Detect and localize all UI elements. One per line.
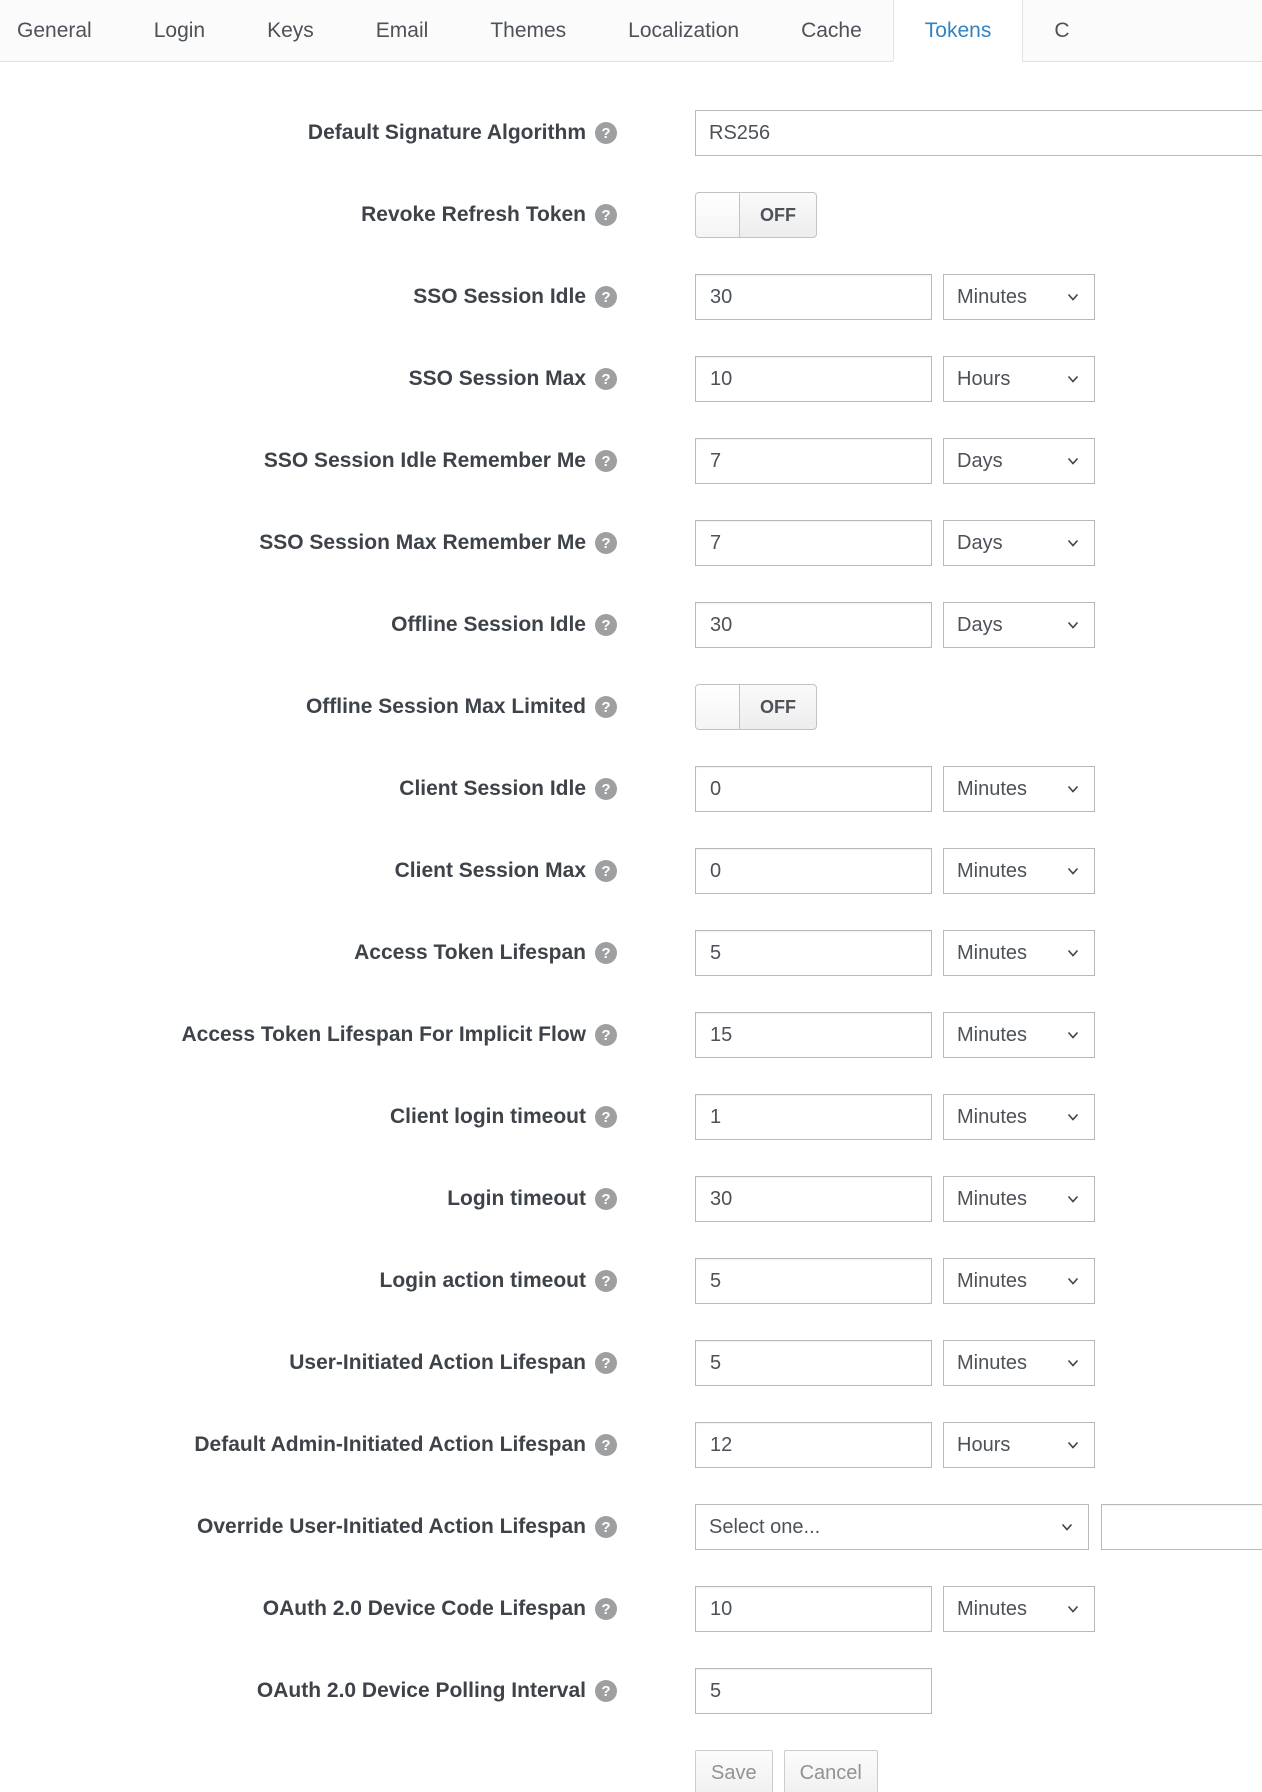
- chevron-down-icon: [1065, 863, 1081, 879]
- row-access-token-lifespan: [0, 930, 1262, 976]
- selected-unit-label: Hours: [957, 1433, 1011, 1456]
- settings-tab-bar: [0, 0, 1262, 62]
- user-initiated-action-lifespan-input[interactable]: [695, 1340, 932, 1386]
- field-label: User-Initiated Action Lifespan: [289, 1351, 586, 1375]
- row-sso-session-idle: [0, 274, 1262, 320]
- sso-session-idle-input[interactable]: [695, 274, 932, 320]
- field-label: Client Session Idle: [399, 777, 586, 801]
- chevron-down-icon: [1065, 945, 1081, 961]
- field-label: OAuth 2.0 Device Polling Interval: [256, 1679, 586, 1703]
- sso-session-max-remember-me-input[interactable]: [695, 520, 932, 566]
- help-icon[interactable]: ?: [595, 860, 617, 882]
- help-icon[interactable]: ?: [595, 368, 617, 390]
- field-label: SSO Session Max Remember Me: [259, 531, 586, 555]
- selected-unit-label: Days: [957, 449, 1003, 472]
- access-token-lifespan-implicit-flow-input[interactable]: [695, 1012, 932, 1058]
- row-offline-session-max-limited: [0, 684, 1262, 730]
- row-sso-session-max-remember-me: [0, 520, 1262, 566]
- row-access-token-lifespan-implicit-flow: [0, 1012, 1262, 1058]
- default-signature-algorithm-select[interactable]: [695, 110, 1262, 156]
- offline-session-idle-input[interactable]: [695, 602, 932, 648]
- help-icon[interactable]: ?: [595, 1270, 617, 1292]
- field-label: Override User-Initiated Action Lifespan: [197, 1515, 586, 1539]
- tokens-settings-form: [0, 62, 1262, 1792]
- selected-unit-label: Minutes: [957, 1597, 1028, 1620]
- row-client-session-idle: [0, 766, 1262, 812]
- tab-email[interactable]: Email: [375, 18, 429, 42]
- field-label: SSO Session Idle: [413, 285, 586, 309]
- help-icon[interactable]: ?: [595, 1434, 617, 1456]
- sso-session-idle-unit-select[interactable]: [943, 274, 1095, 320]
- tab-keys[interactable]: Keys: [267, 18, 314, 42]
- field-label: Offline Session Idle: [391, 613, 586, 637]
- login-timeout-input[interactable]: [695, 1176, 932, 1222]
- sso-session-idle-remember-me-unit-select[interactable]: [943, 438, 1095, 484]
- row-client-login-timeout: [0, 1094, 1262, 1140]
- tab-general[interactable]: General: [17, 18, 92, 42]
- toggle-state-label: OFF: [760, 696, 796, 717]
- field-label: SSO Session Max: [408, 367, 586, 391]
- chevron-down-icon: [1065, 1273, 1081, 1289]
- row-default-admin-initiated-action-lifespan: [0, 1422, 1262, 1468]
- offline-session-max-limited-toggle[interactable]: [695, 684, 817, 730]
- row-sso-session-max: [0, 356, 1262, 402]
- oauth-device-code-lifespan-input[interactable]: [695, 1586, 932, 1632]
- tab-themes[interactable]: Themes: [490, 18, 567, 42]
- row-login-timeout: [0, 1176, 1262, 1222]
- chevron-down-icon: [1065, 1109, 1081, 1125]
- tab-cache[interactable]: Cache: [801, 18, 862, 42]
- client-session-max-unit-select[interactable]: [943, 848, 1095, 894]
- field-label: Default Admin-Initiated Action Lifespan: [194, 1433, 586, 1457]
- help-icon[interactable]: ?: [595, 450, 617, 472]
- field-label: OAuth 2.0 Device Code Lifespan: [262, 1597, 586, 1621]
- help-icon[interactable]: ?: [595, 286, 617, 308]
- chevron-down-icon: [1065, 1027, 1081, 1043]
- toggle-handle: [696, 193, 740, 237]
- client-session-max-input[interactable]: [695, 848, 932, 894]
- selected-unit-label: Minutes: [957, 1269, 1028, 1292]
- client-session-idle-unit-select[interactable]: [943, 766, 1095, 812]
- row-client-session-max: [0, 848, 1262, 894]
- tab-cut-off[interactable]: C: [1054, 18, 1070, 42]
- help-icon[interactable]: ?: [595, 614, 617, 636]
- oauth-device-polling-interval-input[interactable]: [695, 1668, 932, 1714]
- override-user-initiated-action-lifespan-select[interactable]: [695, 1504, 1089, 1550]
- row-user-initiated-action-lifespan: [0, 1340, 1262, 1386]
- save-button[interactable]: Save: [695, 1750, 773, 1792]
- chevron-down-icon: [1065, 617, 1081, 633]
- help-icon[interactable]: ?: [595, 1024, 617, 1046]
- form-actions: [695, 1750, 1262, 1792]
- cancel-button[interactable]: Cancel: [784, 1750, 878, 1792]
- toggle-handle: [696, 685, 740, 729]
- field-label: Client login timeout: [390, 1105, 586, 1129]
- chevron-down-icon: [1065, 1601, 1081, 1617]
- tab-tokens[interactable]: Tokens: [893, 0, 1024, 62]
- help-icon[interactable]: ?: [595, 1188, 617, 1210]
- tab-login[interactable]: Login: [153, 18, 206, 42]
- row-sso-session-idle-remember-me: [0, 438, 1262, 484]
- field-label: Offline Session Max Limited: [305, 695, 586, 719]
- field-label: Login action timeout: [379, 1269, 586, 1293]
- revoke-refresh-token-toggle[interactable]: [695, 192, 817, 238]
- client-session-idle-input[interactable]: [695, 766, 932, 812]
- chevron-down-icon: [1065, 1437, 1081, 1453]
- help-icon[interactable]: ?: [595, 1516, 617, 1538]
- selected-unit-label: Minutes: [957, 777, 1028, 800]
- default-admin-initiated-action-lifespan-input[interactable]: [695, 1422, 932, 1468]
- field-label: Access Token Lifespan: [354, 941, 586, 965]
- selected-unit-label: Minutes: [957, 1187, 1028, 1210]
- help-icon[interactable]: ?: [595, 942, 617, 964]
- chevron-down-icon: [1065, 289, 1081, 305]
- selected-unit-label: Minutes: [957, 1023, 1028, 1046]
- field-label: Login timeout: [447, 1187, 586, 1211]
- row-oauth-device-code-lifespan: [0, 1586, 1262, 1632]
- help-icon[interactable]: ?: [595, 696, 617, 718]
- row-default-signature-algorithm: [0, 110, 1262, 156]
- sso-session-idle-remember-me-input[interactable]: [695, 438, 932, 484]
- field-label: Default Signature Algorithm: [307, 121, 586, 145]
- help-icon[interactable]: ?: [595, 1680, 617, 1702]
- sso-session-max-input[interactable]: [695, 356, 932, 402]
- help-icon[interactable]: ?: [595, 1106, 617, 1128]
- sso-session-max-remember-me-unit-select[interactable]: [943, 520, 1095, 566]
- selected-unit-label: Minutes: [957, 1351, 1028, 1374]
- sso-session-max-unit-select[interactable]: [943, 356, 1095, 402]
- selected-unit-label: Minutes: [957, 1105, 1028, 1128]
- help-icon[interactable]: ?: [595, 122, 617, 144]
- chevron-down-icon: [1065, 1191, 1081, 1207]
- access-token-lifespan-input[interactable]: [695, 930, 932, 976]
- login-action-timeout-input[interactable]: [695, 1258, 932, 1304]
- help-icon[interactable]: ?: [595, 1352, 617, 1374]
- field-label: Revoke Refresh Token: [361, 203, 586, 227]
- login-action-timeout-unit-select[interactable]: [943, 1258, 1095, 1304]
- selected-option-label: RS256: [709, 121, 771, 144]
- selected-unit-label: Hours: [957, 367, 1011, 390]
- field-label: Client Session Max: [394, 859, 586, 883]
- selected-unit-label: Minutes: [957, 859, 1028, 882]
- access-token-lifespan-unit-select[interactable]: [943, 930, 1095, 976]
- row-oauth-device-polling-interval: [0, 1668, 1262, 1714]
- access-token-lifespan-implicit-flow-unit-select[interactable]: [943, 1012, 1095, 1058]
- default-admin-initiated-action-lifespan-unit-select[interactable]: [943, 1422, 1095, 1468]
- row-override-user-initiated-action-lifespan: [0, 1504, 1262, 1550]
- offline-session-idle-unit-select[interactable]: [943, 602, 1095, 648]
- row-offline-session-idle: [0, 602, 1262, 648]
- oauth-device-code-lifespan-unit-select[interactable]: [943, 1586, 1095, 1632]
- help-icon[interactable]: ?: [595, 204, 617, 226]
- chevron-down-icon: [1065, 781, 1081, 797]
- row-login-action-timeout: [0, 1258, 1262, 1304]
- help-icon[interactable]: ?: [595, 778, 617, 800]
- client-login-timeout-input[interactable]: [695, 1094, 932, 1140]
- chevron-down-icon: [1065, 371, 1081, 387]
- chevron-down-icon: [1059, 1519, 1075, 1535]
- client-login-timeout-unit-select[interactable]: [943, 1094, 1095, 1140]
- chevron-down-icon: [1065, 535, 1081, 551]
- selected-unit-label: Minutes: [957, 941, 1028, 964]
- override-user-initiated-action-lifespan-input[interactable]: [1101, 1504, 1262, 1550]
- toggle-state-label: OFF: [760, 204, 796, 225]
- login-timeout-unit-select[interactable]: [943, 1176, 1095, 1222]
- field-label: SSO Session Idle Remember Me: [263, 449, 586, 473]
- selected-unit-label: Days: [957, 613, 1003, 636]
- chevron-down-icon: [1065, 453, 1081, 469]
- selected-unit-label: Days: [957, 531, 1003, 554]
- selected-option-label: Select one...: [709, 1515, 821, 1538]
- tab-localization[interactable]: Localization: [628, 18, 740, 42]
- help-icon[interactable]: ?: [595, 1598, 617, 1620]
- help-icon[interactable]: ?: [595, 532, 617, 554]
- row-revoke-refresh-token: [0, 192, 1262, 238]
- field-label: Access Token Lifespan For Implicit Flow: [181, 1023, 586, 1047]
- user-initiated-action-lifespan-unit-select[interactable]: [943, 1340, 1095, 1386]
- chevron-down-icon: [1065, 1355, 1081, 1371]
- selected-unit-label: Minutes: [957, 285, 1028, 308]
